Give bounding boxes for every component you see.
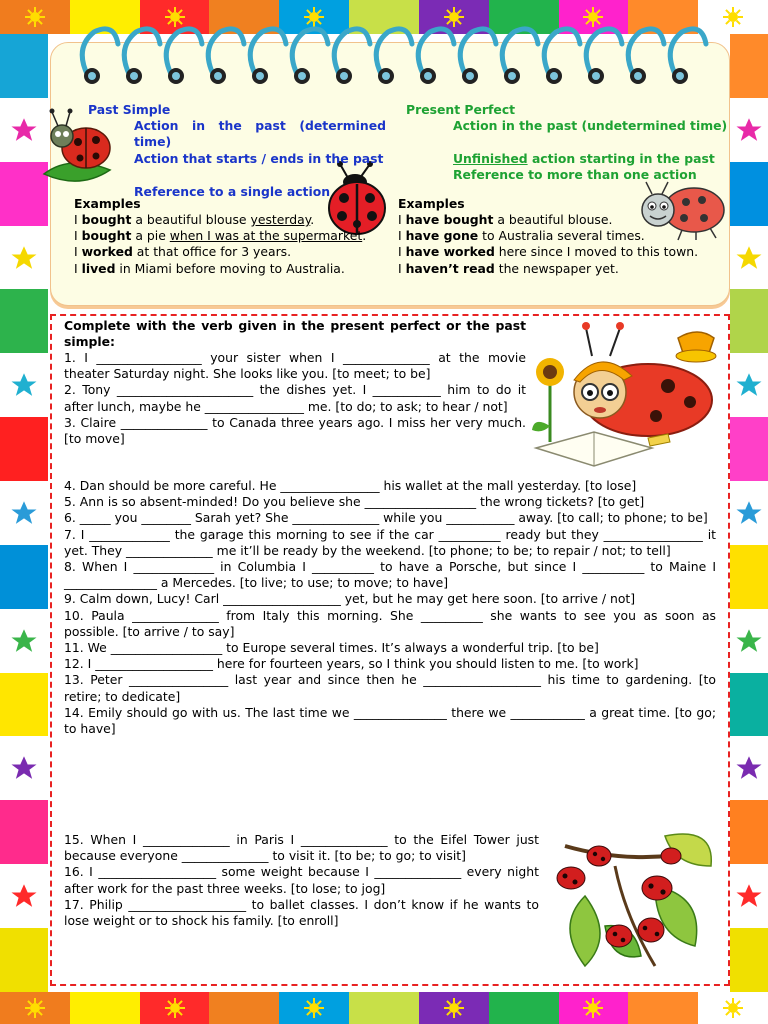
border-segment bbox=[698, 992, 768, 1024]
border-segment bbox=[730, 928, 768, 992]
exercise-item: 3. Claire ______________ to Canada three years ago. I miss her very much. [to move] bbox=[64, 414, 526, 447]
present-perfect-rule-2 bbox=[453, 151, 735, 167]
border-segment bbox=[0, 736, 48, 800]
border-segment bbox=[730, 864, 768, 928]
spiral-ring bbox=[418, 29, 454, 84]
spiral-ring bbox=[376, 29, 412, 84]
border-segment bbox=[0, 417, 48, 481]
border-segment bbox=[0, 673, 48, 737]
border-segment bbox=[419, 992, 489, 1024]
past-simple-rule-2: Action that starts / ends in the past bbox=[134, 151, 384, 166]
spiral-ring bbox=[208, 29, 244, 84]
star-icon bbox=[9, 881, 39, 911]
border-segment bbox=[0, 226, 48, 290]
ladybugs-on-leaves-icon bbox=[545, 826, 717, 976]
border-segment bbox=[140, 992, 210, 1024]
past-simple-heading: Past Simple bbox=[88, 102, 171, 117]
exercise-item: 14. Emily should go with us. The last time we _______________ there we ____________ a great time. [to go; to have] bbox=[64, 704, 716, 737]
border-segment bbox=[0, 481, 48, 545]
exercise-item: 6. _____ you ________ Sarah yet? She ______________ while you ___________ away. [to call; to phone; to be] bbox=[64, 510, 708, 526]
border-segment bbox=[559, 992, 629, 1024]
star-icon bbox=[734, 626, 764, 656]
border-segment bbox=[730, 34, 768, 98]
reading-ladybug-icon bbox=[528, 316, 724, 470]
spiral-ring bbox=[586, 29, 622, 84]
exercise-items-1-3 bbox=[64, 350, 526, 447]
border-segment bbox=[209, 992, 279, 1024]
border-segment bbox=[730, 736, 768, 800]
border-segment bbox=[730, 226, 768, 290]
exercise-item: 4. Dan should be more careful. He ________________ his wallet at the mall yesterday. [to lose] bbox=[64, 478, 637, 493]
sun-icon bbox=[303, 997, 325, 1019]
star-icon bbox=[734, 370, 764, 400]
exercise-item: 10. Paula ______________ from Italy this morning. She __________ she wants to see you as soon as possible. [to arrive / to say] bbox=[64, 607, 716, 639]
past-simple-rule-3: Reference to a single action bbox=[134, 184, 331, 199]
border-segment bbox=[0, 609, 48, 673]
bottom-border bbox=[0, 992, 768, 1024]
star-icon bbox=[734, 753, 764, 783]
perfect-example: I haven’t read the newspaper yet. bbox=[398, 260, 619, 276]
exercise-item: 7. I _____________ the garage this morning to see if the car __________ ready but they ________________ it yet. They ______________ me it’ll be ready by the weekend. [to phone; to be; to repair / not; to tell] bbox=[64, 526, 716, 558]
past-examples-list bbox=[74, 212, 384, 277]
past-examples-title: Examples bbox=[74, 196, 141, 211]
exercise-item: 11. We __________________ to Europe several times. It’s always a wonderful trip. [to be] bbox=[64, 640, 599, 656]
sun-icon bbox=[582, 997, 604, 1019]
right-border bbox=[730, 34, 768, 992]
star-icon bbox=[9, 115, 39, 145]
border-segment bbox=[730, 417, 768, 481]
spiral-ring bbox=[82, 29, 118, 84]
border-segment bbox=[730, 162, 768, 226]
star-icon bbox=[734, 243, 764, 273]
border-segment bbox=[0, 800, 48, 864]
border-segment bbox=[730, 98, 768, 162]
border-segment bbox=[0, 353, 48, 417]
star-icon bbox=[9, 498, 39, 528]
border-segment bbox=[0, 289, 48, 353]
spiral-binding-icon bbox=[72, 18, 720, 98]
spiral-ring bbox=[292, 29, 328, 84]
past-simple-rule-1: Action in the past (determined time) bbox=[134, 118, 386, 150]
spiral-ring bbox=[544, 29, 580, 84]
past-example: I worked at that office for 3 years. bbox=[74, 244, 292, 260]
exercise-item: 5. Ann is so absent-minded! Do you believe she __________________ the wrong tickets? [to get] bbox=[64, 494, 645, 510]
border-segment bbox=[0, 34, 48, 98]
perfect-example: I have bought a beautiful blouse. bbox=[398, 212, 613, 227]
border-segment bbox=[0, 992, 70, 1024]
border-segment bbox=[730, 289, 768, 353]
present-perfect-rule-3: Reference to more than one action bbox=[453, 167, 697, 182]
border-segment bbox=[730, 353, 768, 417]
sun-icon bbox=[24, 997, 46, 1019]
sun-icon bbox=[164, 997, 186, 1019]
sun-icon bbox=[443, 997, 465, 1019]
present-perfect-rule-1: Action in the past (undetermined time) bbox=[453, 118, 728, 133]
perfect-example: I have gone to Australia several times. bbox=[398, 228, 645, 244]
border-segment bbox=[730, 800, 768, 864]
perfect-examples-title: Examples bbox=[398, 196, 465, 211]
star-icon bbox=[9, 753, 39, 783]
exercise-items-4-14 bbox=[64, 478, 716, 737]
exercise-item: 17. Philip ___________________ to ballet classes. I don’t know if he wants to lose weight or to shock his family. [to enroll] bbox=[64, 896, 539, 929]
border-segment bbox=[730, 673, 768, 737]
sun-icon bbox=[722, 997, 744, 1019]
past-example: I bought a beautiful blouse yesterday. bbox=[74, 212, 315, 227]
border-segment bbox=[0, 864, 48, 928]
spiral-ring bbox=[334, 29, 370, 84]
exercise-item: 1. I _________________ your sister when I ______________ at the movie theater Saturday night. She looks like you. [to meet; to be] bbox=[64, 350, 526, 382]
border-segment bbox=[0, 928, 48, 992]
sun-icon bbox=[24, 6, 46, 28]
border-segment bbox=[730, 545, 768, 609]
exercise-item: 13. Peter ________________ last year and since then he ___________________ his time to gardening. [to retire; to dedicate] bbox=[64, 672, 716, 704]
border-segment bbox=[730, 609, 768, 673]
exercise-instruction: Complete with the verb given in the present perfect or the past simple: bbox=[64, 318, 526, 350]
exercise-item: 12. I ___________________ here for fourteen years, so I think you should listen to me. [to work] bbox=[64, 656, 639, 672]
star-icon bbox=[9, 243, 39, 273]
spiral-ring bbox=[502, 29, 538, 84]
past-example: I lived in Miami before moving to Australia. bbox=[74, 260, 345, 276]
border-segment bbox=[730, 481, 768, 545]
exercise-item: 15. When I ______________ in Paris I ______________ to the Eifel Tower just because everyone ______________ to visit it. [to be; to go; to visit] bbox=[64, 832, 539, 864]
exercise-item: 8. When I _____________ in Columbia I __________ to have a Porsche, but since I __________ to Maine I _______________ a Mercedes. [to live; to use; to move; to have] bbox=[64, 559, 716, 591]
spiral-ring bbox=[670, 29, 706, 84]
border-segment bbox=[70, 992, 140, 1024]
border-segment bbox=[0, 0, 70, 34]
star-icon bbox=[734, 115, 764, 145]
border-segment bbox=[349, 992, 419, 1024]
spiral-ring bbox=[166, 29, 202, 84]
exercise-item: 9. Calm down, Lucy! Carl ___________________ yet, but he may get here soon. [to arrive / not] bbox=[64, 591, 636, 607]
border-segment bbox=[0, 545, 48, 609]
unfinished-word: Unfinished bbox=[453, 151, 528, 166]
perfect-example: I have worked here since I moved to this town. bbox=[398, 244, 699, 260]
star-icon bbox=[734, 881, 764, 911]
border-segment bbox=[628, 992, 698, 1024]
spiral-ring bbox=[124, 29, 160, 84]
present-perfect-heading: Present Perfect bbox=[406, 102, 516, 117]
sun-icon bbox=[722, 6, 744, 28]
star-icon bbox=[9, 370, 39, 400]
border-segment bbox=[279, 992, 349, 1024]
star-icon bbox=[734, 498, 764, 528]
exercise-item: 16. I ___________________ some weight because I ______________ every night after work for the past three weeks. [to lose; to jog] bbox=[64, 864, 539, 896]
perfect-examples-list bbox=[398, 212, 706, 277]
border-segment bbox=[489, 992, 559, 1024]
spiral-ring bbox=[628, 29, 664, 84]
spiral-ring bbox=[250, 29, 286, 84]
exercise-item: 2. Tony ______________________ the dishes yet. I ___________ him to do it after lunch, maybe he ________________ me. [to do; to ask; to hear / not] bbox=[64, 382, 526, 414]
exercise-items-15-17 bbox=[64, 832, 539, 929]
past-example: I bought a pie when I was at the supermarket. bbox=[74, 228, 367, 244]
present-perfect-rule-2-rest: action starting in the past bbox=[531, 151, 715, 166]
spiral-ring bbox=[460, 29, 496, 84]
star-icon bbox=[9, 626, 39, 656]
